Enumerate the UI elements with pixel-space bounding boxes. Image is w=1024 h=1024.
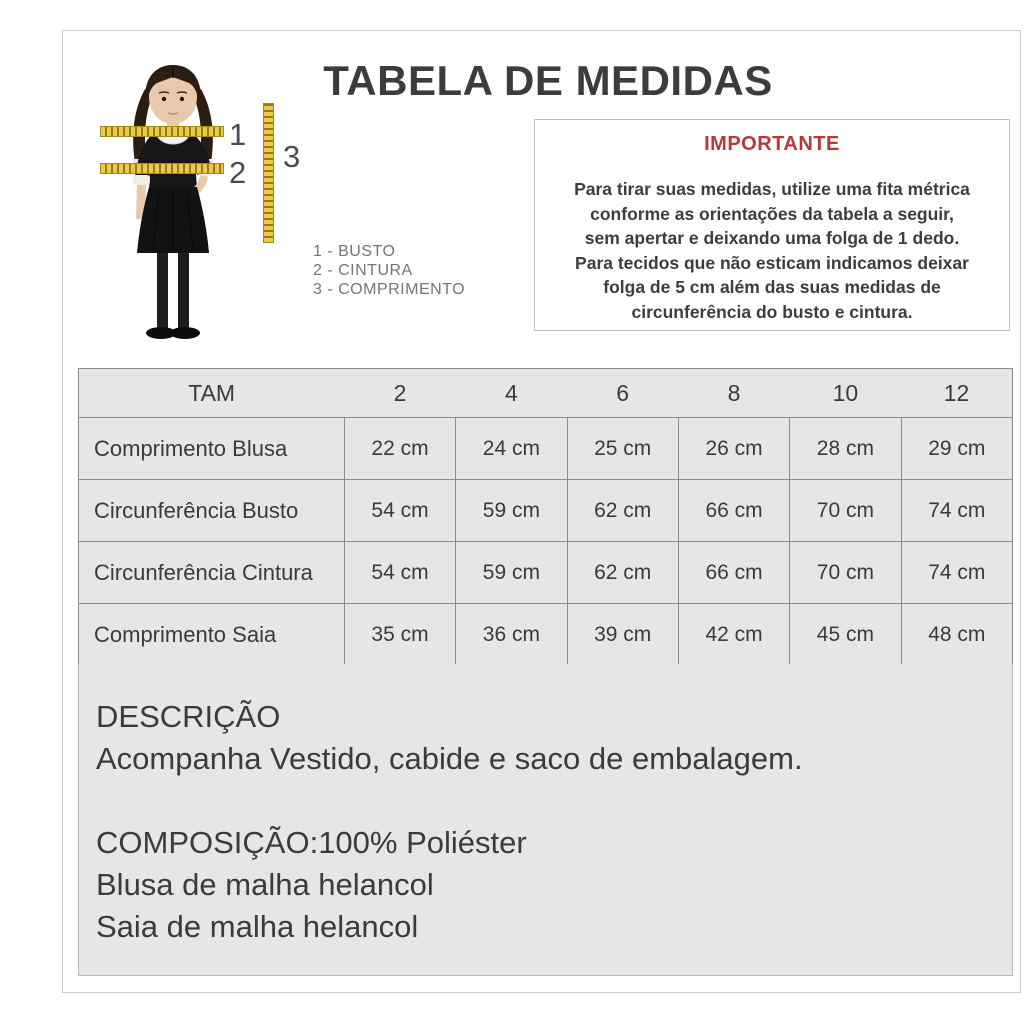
cell-value: 62 cm: [567, 480, 678, 542]
important-note-box: [534, 119, 1010, 331]
row-label: Comprimento Blusa: [79, 418, 345, 480]
header-size-4: 4: [456, 369, 567, 418]
page-title: TABELA DE MEDIDAS: [323, 57, 773, 104]
row-label: Comprimento Saia: [79, 604, 345, 666]
cell-value: 62 cm: [567, 542, 678, 604]
cell-value: 39 cm: [567, 604, 678, 666]
table-row: [79, 542, 1013, 604]
size-chart-page: [62, 30, 1021, 993]
important-line: folga de 5 cm além das suas medidas de: [603, 277, 941, 297]
cell-value: 22 cm: [344, 418, 455, 480]
header-tam: TAM: [79, 369, 345, 418]
waist-measuring-tape-icon: [100, 163, 224, 174]
header-size-10: 10: [790, 369, 901, 418]
marker-length: 3: [283, 139, 301, 174]
size-table-container: [78, 368, 1013, 666]
cell-value: 24 cm: [456, 418, 567, 480]
marker-bust: 1: [229, 117, 247, 152]
size-table-header-row: [79, 369, 1013, 418]
table-row: [79, 604, 1013, 666]
composition-line: Saia de malha helancol: [96, 909, 419, 944]
cell-value: 25 cm: [567, 418, 678, 480]
cell-value: 70 cm: [790, 542, 901, 604]
row-label: Circunferência Busto: [79, 480, 345, 542]
cell-value: 28 cm: [790, 418, 901, 480]
cell-value: 48 cm: [901, 604, 1012, 666]
cell-value: 59 cm: [456, 480, 567, 542]
legend-bust: 1 - BUSTO: [313, 243, 396, 260]
measure-legend: [313, 242, 465, 299]
girl-illustration: [93, 51, 253, 343]
size-table: [78, 368, 1013, 666]
cell-value: 70 cm: [790, 480, 901, 542]
length-measuring-tape-icon: [263, 103, 274, 243]
cell-value: 74 cm: [901, 480, 1012, 542]
important-line: circunferência do busto e cintura.: [631, 301, 913, 322]
important-heading: IMPORTANTE: [704, 133, 840, 155]
header-size-8: 8: [678, 369, 789, 418]
cell-value: 26 cm: [678, 418, 789, 480]
important-line: Para tecidos que não esticam indicamos deixar: [575, 252, 969, 273]
header-size-12: 12: [901, 369, 1012, 418]
cell-value: 36 cm: [456, 604, 567, 666]
composition-line: Blusa de malha helancol: [96, 867, 434, 902]
row-label: Circunferência Cintura: [79, 542, 345, 604]
description-contents: Acompanha Vestido, cabide e saco de embalagem.: [96, 741, 803, 776]
cell-value: 42 cm: [678, 604, 789, 666]
composition-heading: COMPOSIÇÃO:100% Poliéster: [96, 825, 527, 860]
bust-measuring-tape-icon: [100, 126, 224, 137]
cell-value: 59 cm: [456, 542, 567, 604]
important-line: conforme as orientações da tabela a seguir,: [590, 203, 954, 224]
header-size-6: 6: [567, 369, 678, 418]
cell-value: 66 cm: [678, 480, 789, 542]
table-row: [79, 480, 1013, 542]
important-line: Para tirar suas medidas, utilize uma fita métrica: [574, 179, 970, 199]
cell-value: 35 cm: [344, 604, 455, 666]
cell-value: 74 cm: [901, 542, 1012, 604]
cell-value: 45 cm: [790, 604, 901, 666]
spacer: [96, 780, 1002, 822]
important-line: sem apertar e deixando uma folga de 1 dedo.: [584, 228, 960, 248]
table-row: [79, 418, 1013, 480]
cell-value: 54 cm: [344, 542, 455, 604]
marker-waist: 2: [229, 155, 247, 190]
important-body: [535, 177, 1009, 324]
legend-length: 3 - COMPRIMENTO: [313, 281, 466, 298]
cell-value: 54 cm: [344, 480, 455, 542]
cell-value: 66 cm: [678, 542, 789, 604]
header-size-2: 2: [344, 369, 455, 418]
girl-model-photo: [93, 51, 253, 343]
description-section: [78, 664, 1013, 976]
description-heading: DESCRIÇÃO: [96, 699, 281, 734]
cell-value: 29 cm: [901, 418, 1012, 480]
legend-waist: 2 - CINTURA: [313, 262, 413, 279]
